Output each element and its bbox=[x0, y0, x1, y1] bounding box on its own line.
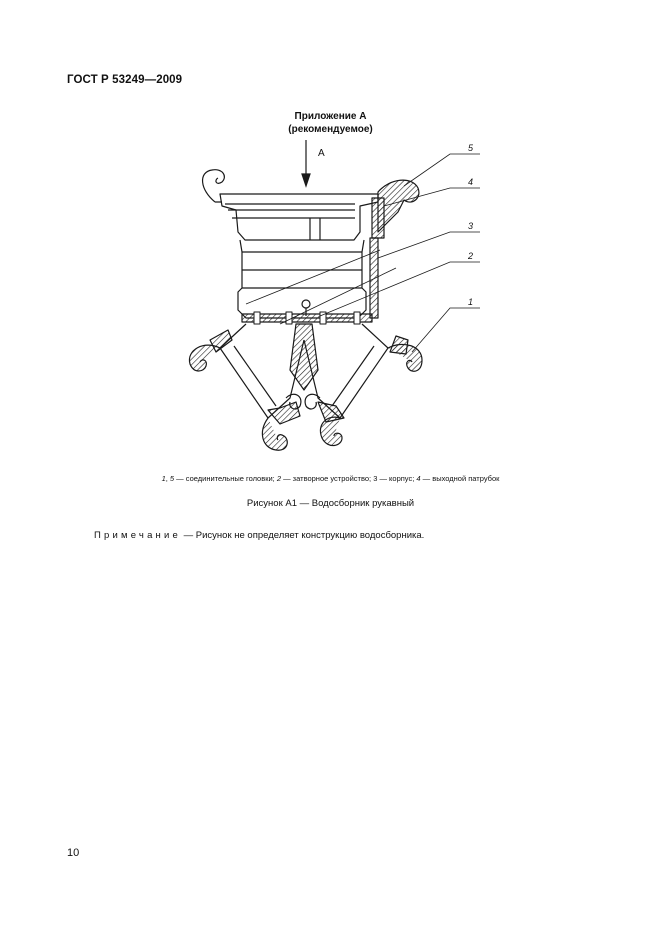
figure-legend bbox=[0, 474, 661, 483]
legend-num-2: 2 bbox=[276, 474, 282, 483]
figure-water-collector-drawing bbox=[150, 140, 510, 460]
top-coupling-head bbox=[220, 194, 378, 240]
annex-title: Приложение А bbox=[294, 111, 367, 122]
annex-status: (рекомендуемое) bbox=[288, 124, 373, 135]
callout-4: 4 bbox=[468, 177, 474, 187]
view-arrow-label: А bbox=[318, 148, 325, 159]
figure-caption: Рисунок А1 — Водосборник рукавный bbox=[246, 498, 415, 509]
technical-drawing bbox=[150, 140, 510, 460]
legend-text-valve: — затворное устройство; bbox=[281, 474, 374, 483]
view-arrow-a bbox=[302, 140, 310, 186]
legend-text-heads: — соединительные головки; bbox=[174, 474, 277, 483]
page-number: 10 bbox=[67, 847, 80, 859]
note bbox=[94, 530, 424, 541]
legend-sep: , bbox=[165, 474, 170, 483]
document-header: ГОСТ Р 53249—2009 bbox=[67, 74, 183, 86]
legend-num-3: 3 bbox=[373, 474, 378, 483]
callout-5: 5 bbox=[468, 143, 474, 153]
legend-num-5: 5 bbox=[169, 474, 175, 483]
callout-1: 1 bbox=[468, 297, 474, 307]
note-label: Примечание bbox=[94, 530, 181, 541]
legend-num-1: 1 bbox=[161, 474, 166, 483]
annex-heading bbox=[0, 110, 661, 136]
legend-text-body: — корпус; bbox=[377, 474, 417, 483]
legend-num-4: 4 bbox=[416, 474, 421, 483]
note-text: — Рисунок не определяет конструкцию водосборника. bbox=[181, 530, 425, 541]
valve-plate bbox=[242, 314, 372, 322]
callout-3: 3 bbox=[468, 221, 474, 231]
legend-text-outlet: — выходной патрубок bbox=[420, 474, 500, 483]
callout-2: 2 bbox=[468, 251, 474, 261]
